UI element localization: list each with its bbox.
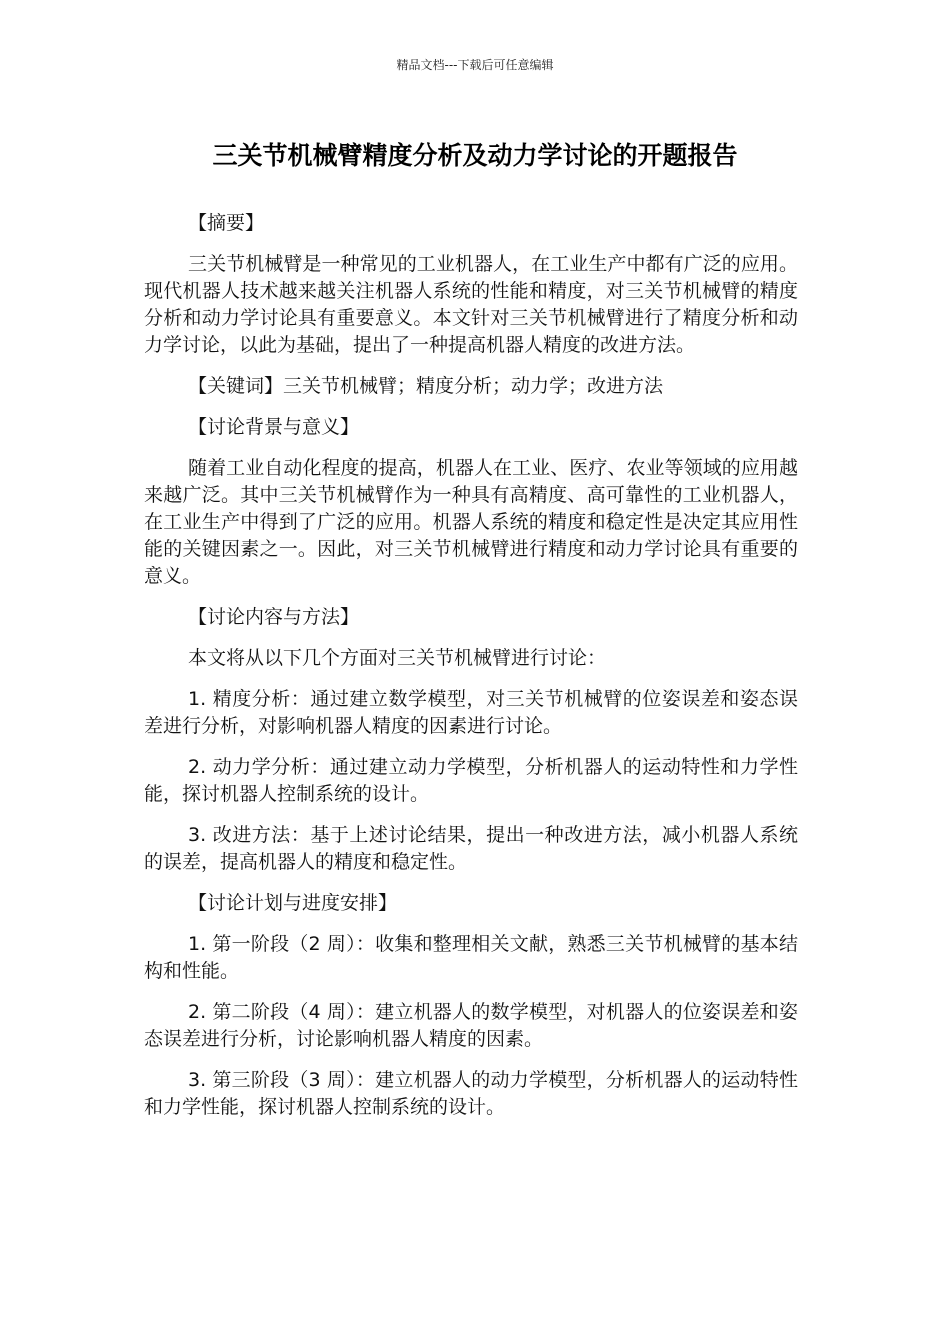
document-body xyxy=(144,210,798,1135)
background-paragraph: 随着工业自动化程度的提高，机器人在工业、医疗、农业等领域的应用越来越广泛。其中三关节机械臂作为一种具有高精度、高可靠性的工业机器人，在工业生产中得到了广泛的应用。机器人系统的精度和稳定性是决定其应用性能的关键因素之一。因此，对三关节机械臂进行精度和动力学讨论具有重要的意义。 xyxy=(144,457,798,587)
abstract-paragraph: 三关节机械臂是一种常见的工业机器人，在工业生产中都有广泛的应用。现代机器人技术越来越关注机器人系统的性能和精度，对三关节机械臂的精度分析和动力学讨论具有重要意义。本文针对三关节机械臂进行了精度分析和动力学讨论，以此为基础，提出了一种提高机器人精度的改进方法。 xyxy=(144,253,798,356)
keywords-line: 【关键词】三关节机械臂；精度分析；动力学；改进方法 xyxy=(188,375,664,397)
section-heading-schedule: 【讨论计划与进度安排】 xyxy=(188,892,398,914)
content-item-dynamics: 2. 动力学分析：通过建立动力学模型，分析机器人的运动特性和力学性能，探讨机器人控制系统的设计。 xyxy=(144,756,798,805)
content-intro-paragraph: 本文将从以下几个方面对三关节机械臂进行讨论： xyxy=(188,647,607,669)
document-title: 三关节机械臂精度分析及动力学讨论的开题报告 xyxy=(212,141,738,170)
content-item-improvement: 3. 改进方法：基于上述讨论结果，提出一种改进方法，减小机器人系统的误差，提高机器人的精度和稳定性。 xyxy=(144,824,798,873)
section-heading-abstract: 【摘要】 xyxy=(188,212,265,234)
content-item-precision: 1. 精度分析：通过建立数学模型，对三关节机械臂的位姿误差和姿态误差进行分析，对影响机器人精度的因素进行讨论。 xyxy=(144,688,798,737)
section-heading-content-method: 【讨论内容与方法】 xyxy=(188,606,360,628)
section-heading-background: 【讨论背景与意义】 xyxy=(188,416,360,438)
header-note: 精品文档---下载后可任意编辑 xyxy=(396,58,554,72)
schedule-item-phase-1: 1. 第一阶段（2 周）：收集和整理相关文献，熟悉三关节机械臂的基本结构和性能。 xyxy=(144,933,798,982)
schedule-item-phase-3: 3. 第三阶段（3 周）：建立机器人的动力学模型，分析机器人的运动特性和力学性能，探讨机器人控制系统的设计。 xyxy=(144,1069,798,1118)
schedule-item-phase-2: 2. 第二阶段（4 周）：建立机器人的数学模型，对机器人的位姿误差和姿态误差进行分析，讨论影响机器人精度的因素。 xyxy=(144,1001,798,1050)
